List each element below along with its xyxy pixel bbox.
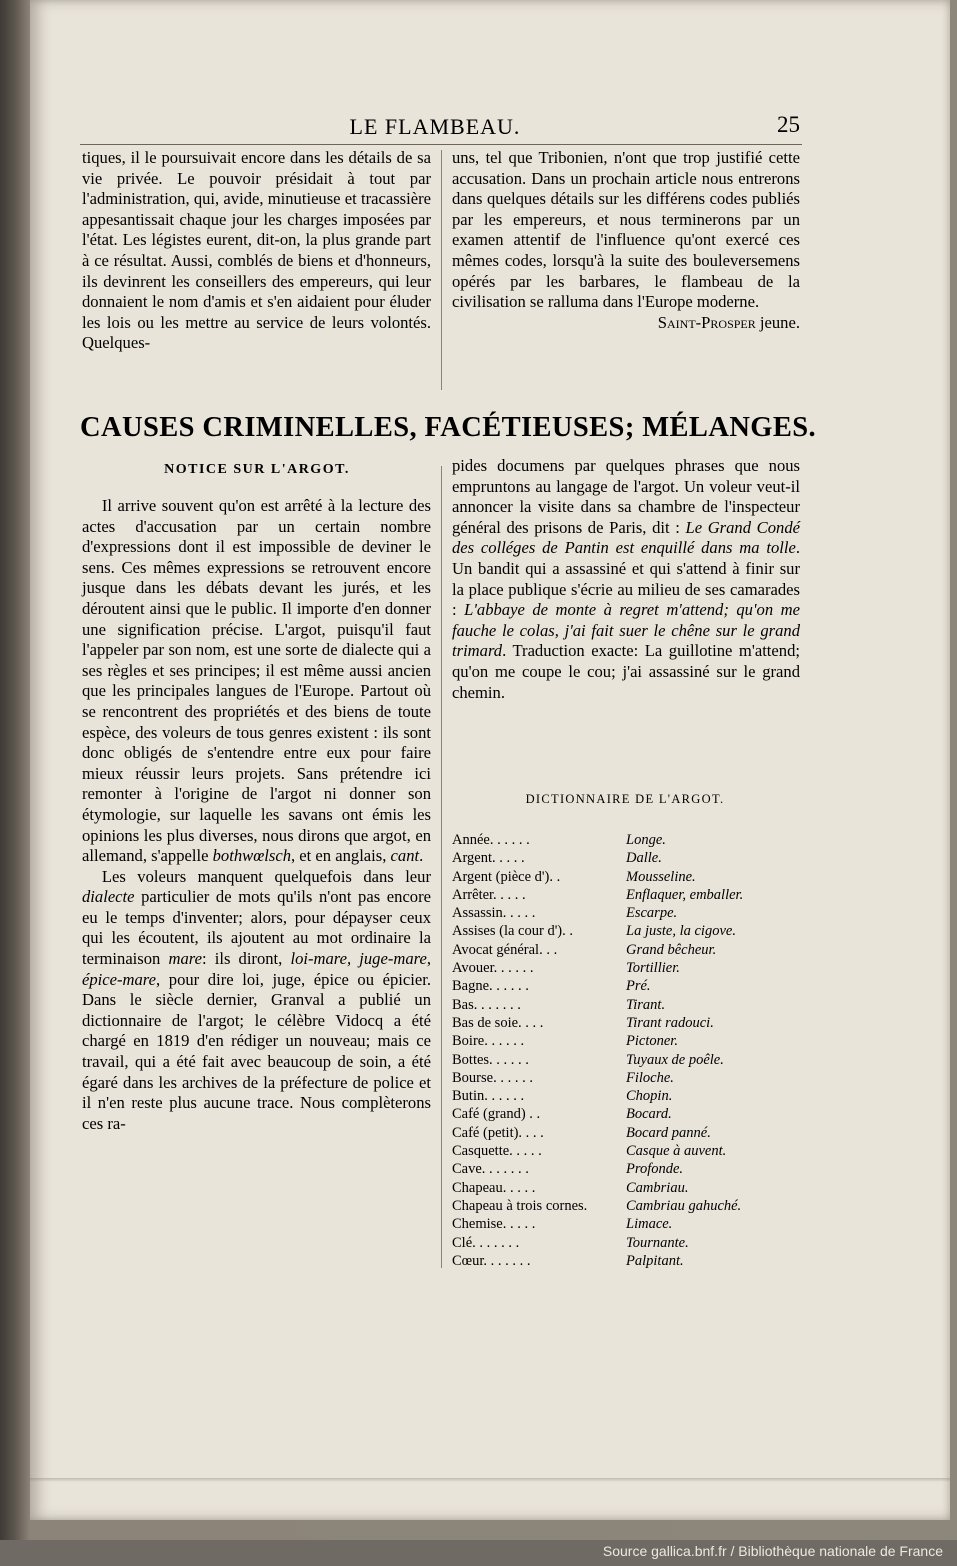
dictionary-entry: [452, 868, 802, 886]
dictionary-entry: [452, 1142, 802, 1160]
dictionary-argot-term: Grand bêcheur.: [626, 941, 717, 958]
dictionary-argot-term: Profonde.: [626, 1161, 684, 1178]
dictionary-french-term: Avocat général. . .: [452, 941, 558, 958]
dictionary-argot-term: Dalle.: [626, 850, 662, 867]
dictionary-french-term: Boire. . . . . .: [452, 1033, 525, 1050]
dictionary-argot-term: Enflaquer, emballer.: [626, 886, 744, 903]
signature-name: Saint-Prosper: [657, 312, 756, 332]
notice-right-paragraph: [452, 456, 800, 703]
dictionary-argot-term: Longe.: [626, 832, 666, 848]
article-signature: [452, 313, 800, 334]
dictionary-argot-term: Bocard panné.: [626, 1124, 711, 1141]
notice-p1-text: Il arrive souvent qu'on est arrêté à la lecture des actes d'accusation par un certain nombre d'expressions dont il est impossible de deviner le sens. Ces mêmes expressions se retrouvent encore jusque dans les débats devant les jurés, et les déroutent ainsi que le public. Il importe d'en donner une signification précise. L'argot, puisqu'il faut l'appeler par son nom, est une sorte de dialecte qui a ses règles et ses principes; il est même aussi ancien que les principales langues de l'Europe. Partout où se rencontrent des propriétés et des biens de toute espèce, des voleurs de tous genres existent : ils sont donc obligés de s'entendre entre eux pour faire mieux réussir leurs projets. Sans prétendre ici remonter à l'origine de l'argot ni donner son étymologie, sur laquelle les savans ont émis les opinions les plus diverses, nous dirons que argot, en allemand, s'appelle: [82, 496, 431, 866]
dictionary-french-term: Année. . . . . .: [452, 832, 530, 848]
dictionary-argot-term: Mousseline.: [626, 868, 696, 885]
notice-p2-b: particulier de mots qu'ils n'ont pas encore eu le temps d'inventer; alors, pour dépayser ceux qui les écoutent, ils ajoutent au mot ordinaire la terminaison: [82, 887, 431, 969]
dictionary-argot-term: Limace.: [626, 1216, 673, 1233]
dictionary-entry: [452, 831, 802, 849]
dictionary-entry: [452, 996, 802, 1014]
dictionary-entry: [452, 849, 802, 867]
dictionary-french-term: Assises (la cour d'). .: [452, 923, 574, 940]
notice-p1-italic-term: bothwœlsch: [212, 846, 291, 866]
dictionary-entry: [452, 959, 802, 977]
signature-suffix: jeune.: [755, 312, 800, 332]
column-divider: [441, 150, 442, 390]
dictionary-argot-term: Tournante.: [626, 1234, 689, 1251]
dictionary-entry: [452, 1069, 802, 1087]
dictionary-entry: [452, 1234, 802, 1252]
dictionary-entry: [452, 1197, 802, 1215]
dictionary-french-term: Argent. . . . .: [452, 850, 525, 867]
article-left-text: tiques, il le poursuivait encore dans les détails de sa vie privée. Le pouvoir présidait à tout par l'administration, qui, avide, minutieuse et tracassière appesantissait chaque jour les charges imposées par l'état. Les légistes eurent, dit-on, la plus grande part à ce résultat. Aussi, comblés de biens et d'honneurs, ils devinrent les conseillers des empereurs, qui leur donnaient le nom d'amis et s'en aidaient pour éluder les lois ou les mettre au service de leurs volontés. Quelques-: [82, 148, 431, 353]
dictionary-entry: [452, 1087, 802, 1105]
dictionary-entry: [452, 1032, 802, 1050]
dictionary-french-term: Butin. . . . . .: [452, 1088, 525, 1105]
dictionary-french-term: Clé. . . . . . .: [452, 1234, 520, 1251]
dictionary-entry: [452, 1160, 802, 1178]
page-number: 25: [777, 112, 800, 137]
dictionary-french-term: Café (petit). . . .: [452, 1124, 544, 1141]
notice-p2-e: , pour dire loi, juge, épice ou épicier. Dans le siècle dernier, Granval a publié un dictionnaire de l'argot; le célèbre Vidocq a été chargé en 1819 d'en rédiger un nouveau; mais ce travail, qui a été fait avec beaucoup de soin, a été égaré dans les archives de la préfecture de police et il n'en reste plus aucune trace. Nous complèterons ces ra-: [82, 969, 431, 1133]
notice-p1-mid: , et en anglais,: [291, 846, 391, 866]
dictionary-entry: [452, 1124, 802, 1142]
running-head: LE FLAMBEAU.: [349, 114, 521, 139]
dictionary-entry: [452, 941, 802, 959]
notice-right-a: pides documens par quelques phrases que nous empruntons au langage de l'argot. Un voleur veut-il annoncer la visite dans sa chambre de l'inspecteur général des prisons de Paris, dit :: [452, 456, 800, 537]
dictionary-entry: [452, 904, 802, 922]
notice-left-column: [82, 496, 431, 1134]
dictionary-french-term: Bourse. . . . . .: [452, 1069, 533, 1086]
dictionary-list: [452, 831, 802, 1270]
dictionary-argot-term: Pictoner.: [626, 1033, 678, 1050]
dictionary-french-term: Cœur. . . . . . .: [452, 1252, 531, 1269]
dictionary-argot-term: Tirant.: [626, 996, 666, 1013]
notice-p2-d: ,: [426, 949, 431, 969]
dictionary-entry: [452, 977, 802, 995]
notice-right-c: . Traduction exacte: La guillotine m'attend; qu'on me coupe le cou; j'ai assassiné sur le grand chemin.: [452, 641, 800, 702]
article-right-column: [452, 148, 800, 333]
dictionary-french-term: Café (grand) . .: [452, 1106, 541, 1123]
dictionary-argot-term: Tuyaux de poêle.: [626, 1051, 724, 1068]
notice-p2-italic-4: épice-mare: [82, 969, 157, 989]
dictionary-argot-term: Filoche.: [626, 1069, 674, 1086]
dictionary-entry: [452, 1051, 802, 1069]
dictionary-french-term: Casquette. . . . .: [452, 1143, 542, 1160]
dictionary-argot-term: Escarpe.: [626, 905, 678, 922]
dictionary-french-term: Assassin. . . . .: [452, 905, 536, 922]
dictionary-argot-term: Casque à auvent.: [626, 1143, 727, 1160]
dictionary-french-term: Bas. . . . . . .: [452, 996, 521, 1013]
notice-p2-italic-1: dialecte: [82, 887, 135, 907]
notice-p2-a: Les voleurs manquent quelquefois dans leur: [101, 866, 431, 886]
notice-p2-italic-2: mare: [168, 949, 202, 969]
dictionary-french-term: Bas de soie. . . .: [452, 1014, 544, 1031]
notice-right-italic-1: Le Grand Condé des colléges de Pantin est enquillé dans ma tolle: [452, 517, 800, 558]
notice-right-italic-2: L'abbaye de monte à regret m'attend; qu'on me fauche le colas, j'ai fait suer le chêne sur le grand trimard: [452, 600, 800, 661]
dictionary-title: DICTIONNAIRE DE L'ARGOT.: [525, 792, 725, 806]
notice-p2-c: : ils diront,: [201, 949, 291, 969]
notice-paragraph-1: [82, 496, 431, 867]
dictionary-argot-term: Tortillier.: [626, 960, 680, 977]
page-edge-shadow: [30, 1478, 950, 1482]
dictionary-french-term: Bagne. . . . . .: [452, 978, 529, 995]
dictionary-entry: [452, 1179, 802, 1197]
article-right-text: uns, tel que Tribonien, n'ont que trop justifié cette accusation. Dans un prochain article nous entrerons dans quelques détails sur les différens codes publiés par les empereurs, et nous terminerons par un examen attentif de l'influence qu'ont exercé ces mêmes codes, lorsqu'à la suite des bouleversemens opérés par les barbares, le flambeau de la civilisation se ralluma dans l'Europe moderne.: [452, 148, 800, 312]
source-credit: Source gallica.bnf.fr / Bibliothèque nationale de France: [602, 1543, 943, 1559]
dictionary-argot-term: Palpitant.: [626, 1252, 684, 1269]
article-left-column: [82, 148, 431, 354]
dictionary-entry: [452, 1252, 802, 1270]
dictionary-entry: [452, 922, 802, 940]
dictionary-argot-term: Chopin.: [626, 1088, 673, 1105]
dictionary-entry: [452, 886, 802, 904]
dictionary-argot-term: Cambriau.: [626, 1179, 689, 1196]
section-title: CAUSES CRIMINELLES, FACÉTIEUSES; MÉLANGES.: [80, 412, 817, 443]
dictionary-argot-term: Bocard.: [626, 1106, 672, 1123]
column-divider-lower: [441, 466, 442, 1268]
dictionary-french-term: Bottes. . . . . .: [452, 1051, 529, 1068]
dictionary-entry: [452, 1105, 802, 1123]
dictionary-french-term: Arrêter. . . . .: [452, 886, 526, 903]
notice-paragraph-2: [82, 867, 431, 1135]
dictionary-entry: [452, 1014, 802, 1032]
dictionary-argot-term: Cambriau gahuché.: [626, 1197, 742, 1214]
dictionary-argot-term: Pré.: [626, 978, 651, 995]
dictionary-french-term: Chemise. . . . .: [452, 1216, 536, 1233]
dictionary-french-term: Avouer. . . . . .: [452, 960, 534, 977]
dictionary-french-term: Chapeau à trois cornes.: [452, 1197, 588, 1214]
dictionary-french-term: Chapeau. . . . .: [452, 1179, 536, 1196]
notice-title: NOTICE SUR L'ARGOT.: [164, 462, 350, 477]
dictionary-french-term: Argent (pièce d'). .: [452, 868, 561, 885]
notice-p1-italic-term-2: cant: [390, 846, 420, 866]
header-rule: [80, 144, 802, 145]
dictionary-french-term: Cave. . . . . . .: [452, 1161, 529, 1178]
notice-p1-end: .: [419, 846, 424, 866]
notice-p2-italic-3: loi-mare, juge-mare: [290, 949, 427, 969]
dictionary-argot-term: La juste, la cigove.: [626, 923, 736, 940]
dictionary-argot-term: Tirant radouci.: [626, 1014, 714, 1031]
notice-right-column: [452, 456, 800, 703]
dictionary-entry: [452, 1215, 802, 1233]
notice-right-b: . Un bandit qui a assassiné et qui s'attend à finir sur la place publique s'écrie au milieu de ses camarades :: [452, 538, 800, 620]
